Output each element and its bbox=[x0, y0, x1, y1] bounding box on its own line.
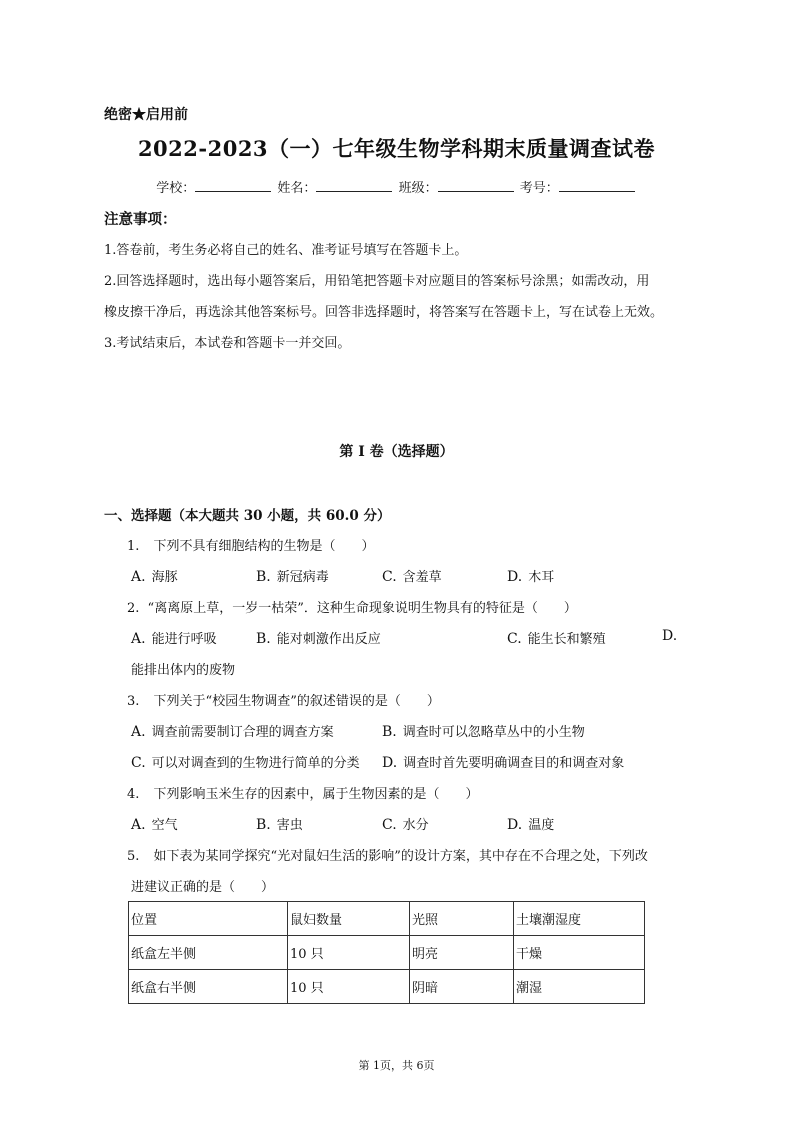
question-5-cont: 进建议正确的是（ ） bbox=[131, 880, 275, 895]
option-letter: A. bbox=[131, 631, 146, 647]
option-text: 能进行呼吸 bbox=[151, 632, 217, 647]
question-text: 如下表为某同学探究“光对鼠妇生活的影响”的设计方案，其中存在不合理之处，下列改 bbox=[153, 849, 648, 864]
q1-option-c bbox=[382, 566, 442, 585]
option-text: 含羞草 bbox=[402, 570, 442, 585]
q3-option-c bbox=[131, 752, 360, 771]
question-number: 3. bbox=[127, 694, 140, 709]
experiment-table bbox=[128, 901, 645, 1004]
question-3 bbox=[127, 690, 440, 709]
option-text: 害虫 bbox=[276, 818, 303, 833]
exam-number-label: 考号： bbox=[519, 181, 559, 196]
option-letter: B. bbox=[256, 817, 271, 833]
q1-option-b bbox=[256, 566, 329, 585]
option-letter: A. bbox=[131, 724, 146, 740]
table-row bbox=[129, 970, 645, 1004]
table-cell: 潮湿 bbox=[514, 970, 645, 1004]
q4-option-b bbox=[256, 814, 303, 833]
q1-option-a bbox=[131, 566, 178, 585]
part-title: 第 I 卷（选择题） bbox=[339, 444, 454, 460]
q2-option-a bbox=[131, 628, 217, 647]
option-letter: D. bbox=[662, 628, 678, 644]
notice-line-2: 2.回答选择题时，选出每小题答案后，用铅笔把答题卡对应题目的答案标号涂黑；如需改动，用 bbox=[104, 274, 650, 289]
school-label: 学校： bbox=[156, 181, 196, 196]
student-info-line bbox=[0, 177, 793, 196]
question-text: 下列关于“校园生物调查”的叙述错误的是（ ） bbox=[153, 694, 440, 709]
q2-option-c bbox=[507, 628, 606, 647]
option-letter: C. bbox=[382, 817, 397, 833]
option-letter: D. bbox=[382, 755, 398, 771]
table-header-cell: 土壤潮湿度 bbox=[514, 902, 645, 936]
class-label: 班级： bbox=[398, 181, 438, 196]
table-header-cell: 光照 bbox=[410, 902, 514, 936]
option-letter: C. bbox=[507, 631, 522, 647]
option-text: 调查前需要制订合理的调查方案 bbox=[151, 725, 334, 740]
option-text: 木耳 bbox=[528, 570, 555, 585]
confidential-mark: 绝密★启用前 bbox=[104, 107, 188, 123]
option-text: 新冠病毒 bbox=[276, 570, 329, 585]
option-text: 可以对调查到的生物进行简单的分类 bbox=[151, 756, 360, 771]
option-text: 能对刺激作出反应 bbox=[276, 632, 381, 647]
table-cell: 干燥 bbox=[514, 936, 645, 970]
name-label: 姓名： bbox=[277, 181, 317, 196]
q4-option-a bbox=[131, 814, 178, 833]
table-cell: 10 只 bbox=[288, 936, 410, 970]
option-letter: D. bbox=[507, 817, 523, 833]
notice-heading: 注意事项： bbox=[104, 212, 177, 228]
notice-line-1: 1.答卷前，考生务必将自己的姓名、准考证号填写在答题卡上。 bbox=[104, 243, 468, 258]
notice-line-3: 3.考试结束后，本试卷和答题卡一并交回。 bbox=[104, 336, 351, 351]
table-row bbox=[129, 936, 645, 970]
question-2 bbox=[127, 597, 577, 616]
q4-option-d bbox=[507, 814, 554, 833]
option-text: 水分 bbox=[402, 818, 429, 833]
table-cell: 纸盒右半侧 bbox=[129, 970, 288, 1004]
option-letter: A. bbox=[131, 817, 146, 833]
page-footer: 第 1页，共 6页 bbox=[358, 1059, 435, 1072]
option-text: 温度 bbox=[528, 818, 555, 833]
option-letter: B. bbox=[256, 631, 271, 647]
option-text: 调查时可以忽略草丛中的小生物 bbox=[402, 725, 585, 740]
question-number: 5. bbox=[127, 849, 140, 864]
section-heading: 一、选择题（本大题共 30 小题，共 60.0 分） bbox=[104, 508, 391, 524]
table-header-cell: 位置 bbox=[129, 902, 288, 936]
option-letter: C. bbox=[131, 755, 146, 771]
q3-option-d bbox=[382, 752, 624, 771]
question-4 bbox=[127, 783, 479, 802]
class-blank bbox=[438, 179, 514, 192]
table-header-cell: 鼠妇数量 bbox=[288, 902, 410, 936]
q3-option-b bbox=[382, 721, 585, 740]
q4-option-c bbox=[382, 814, 429, 833]
q2-option-d bbox=[662, 628, 683, 644]
option-text: 空气 bbox=[151, 818, 178, 833]
question-1 bbox=[127, 535, 375, 554]
option-text: 海豚 bbox=[151, 570, 178, 585]
exam-title: 2022-2023（一）七年级生物学科期末质量调查试卷 bbox=[137, 136, 656, 161]
table-cell: 阴暗 bbox=[410, 970, 514, 1004]
question-text: 下列不具有细胞结构的生物是（ ） bbox=[153, 539, 375, 554]
option-text: 能生长和繁殖 bbox=[527, 632, 606, 647]
table-cell: 10 只 bbox=[288, 970, 410, 1004]
table-cell: 纸盒左半侧 bbox=[129, 936, 288, 970]
option-letter: B. bbox=[256, 569, 271, 585]
option-letter: C. bbox=[382, 569, 397, 585]
question-number: 4. bbox=[127, 787, 140, 802]
question-5 bbox=[127, 845, 648, 864]
school-blank bbox=[195, 179, 271, 192]
question-number: 1. bbox=[127, 539, 140, 554]
q2-option-d-text: 能排出体内的废物 bbox=[131, 663, 236, 678]
name-blank bbox=[316, 179, 392, 192]
q1-option-d bbox=[507, 566, 554, 585]
question-text: 下列影响玉米生存的因素中，属于生物因素的是（ ） bbox=[153, 787, 479, 802]
question-number: 2. bbox=[127, 601, 140, 616]
exam-number-blank bbox=[559, 179, 635, 192]
option-letter: B. bbox=[382, 724, 397, 740]
table-cell: 明亮 bbox=[410, 936, 514, 970]
option-letter: A. bbox=[131, 569, 146, 585]
question-text: “离离原上草，一岁一枯荣”．这种生命现象说明生物具有的特征是（ ） bbox=[147, 601, 577, 616]
q2-option-b bbox=[256, 628, 381, 647]
q3-option-a bbox=[131, 721, 334, 740]
table-header-row bbox=[129, 902, 645, 936]
option-letter: D. bbox=[507, 569, 523, 585]
notice-line-2-cont: 橡皮擦干净后，再选涂其他答案标号。回答非选择题时，将答案写在答题卡上，写在试卷上无效。 bbox=[104, 305, 664, 320]
option-text: 调查时首先要明确调查目的和调查对象 bbox=[403, 756, 625, 771]
